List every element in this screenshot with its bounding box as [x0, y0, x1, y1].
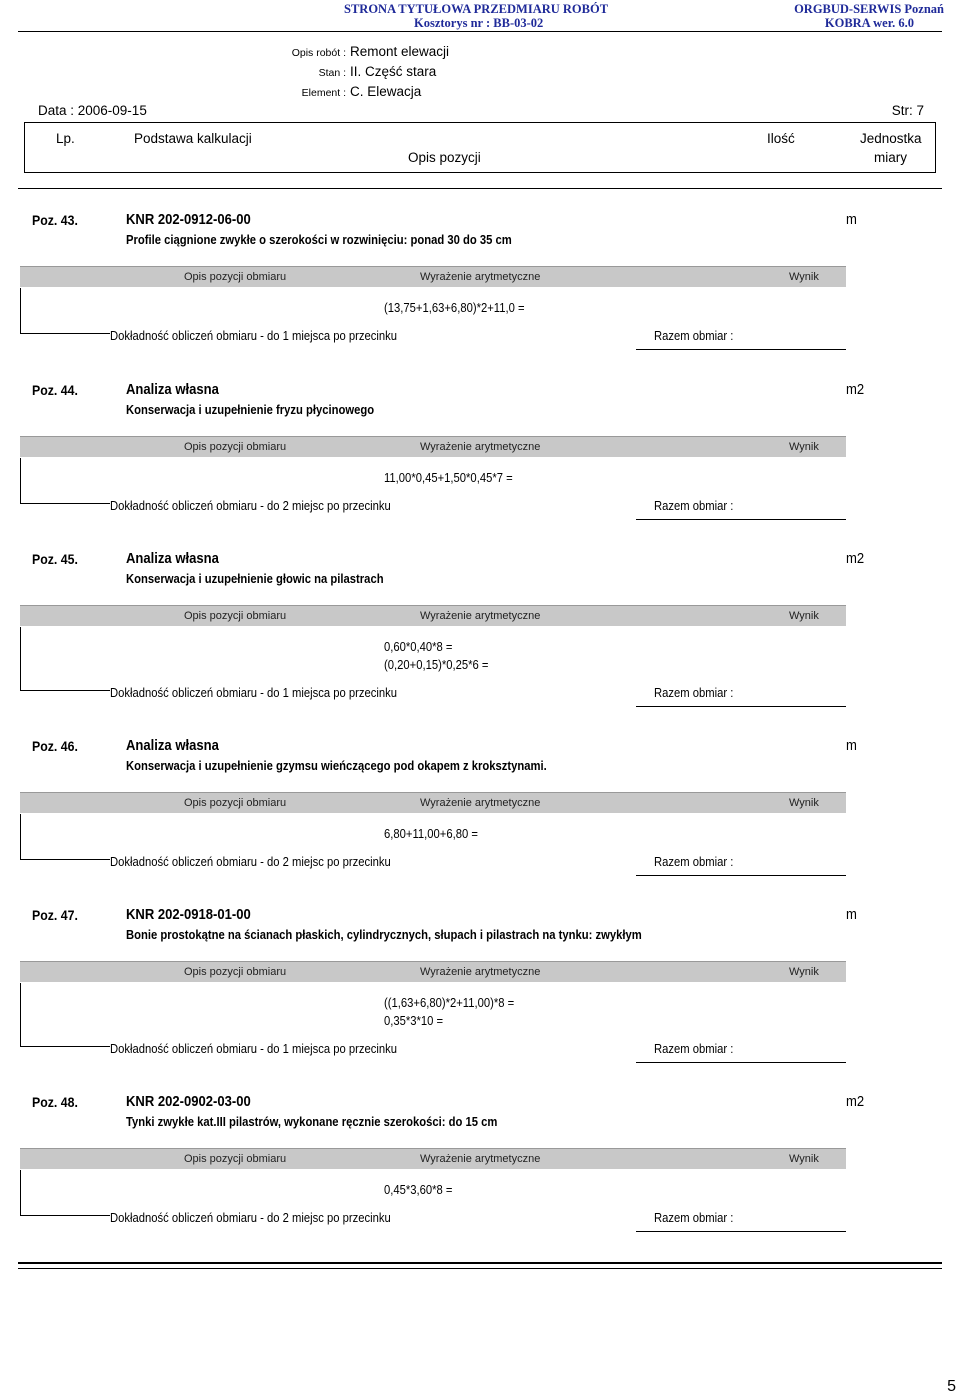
measure-bracket	[20, 1170, 21, 1215]
measure-header-bar	[20, 605, 846, 626]
position-code: Analiza własna	[126, 551, 219, 567]
opis-robot-label: Opis robót :	[291, 47, 346, 59]
razem-label: Razem obmiar :	[654, 686, 734, 700]
razem-label: Razem obmiar :	[654, 1211, 734, 1225]
position-unit: m2	[846, 551, 865, 567]
position-code: KNR 202-0912-06-00	[126, 212, 251, 228]
page-label: Str: 7	[891, 103, 924, 118]
element-label: Element :	[301, 87, 346, 99]
column-ilosc: Ilość	[767, 131, 795, 146]
measure-expression: 0,60*0,40*8 =	[384, 640, 453, 654]
razem-underline	[636, 349, 846, 350]
razem-underline	[636, 1231, 846, 1232]
precision-note: Dokładność obliczeń obmiaru - do 1 miejsca po przecinku	[110, 686, 398, 700]
measure-header-opis: Opis pozycji obmiaru	[184, 1153, 287, 1165]
measure-bracket-foot	[20, 1215, 110, 1216]
measure-header-opis: Opis pozycji obmiaru	[184, 271, 287, 283]
measure-header-wynik: Wynik	[789, 966, 819, 978]
measure-header-wyrazenie: Wyrażenie arytmetyczne	[420, 271, 541, 283]
stan-value: II. Część stara	[350, 64, 437, 79]
position-number: Poz. 47.	[32, 907, 78, 923]
measure-header-wynik: Wynik	[789, 271, 819, 283]
column-header-box	[24, 122, 936, 173]
measure-header-bar	[20, 1148, 846, 1169]
position-description: Konserwacja i uzupełnienie gzymsu wieńczącego pod okapem z kroksztynami.	[126, 759, 547, 773]
report-title: STRONA TYTUŁOWA PRZEDMIARU ROBÓT	[344, 2, 609, 16]
position-number: Poz. 45.	[32, 551, 78, 567]
column-podstawa: Podstawa kalkulacji	[134, 131, 252, 146]
measure-header-wyrazenie: Wyrażenie arytmetyczne	[420, 797, 541, 809]
position-description: Konserwacja i uzupełnienie fryzu płycinowego	[126, 403, 375, 417]
measure-expression: (0,20+0,15)*0,25*6 =	[384, 658, 489, 672]
measure-header-wynik: Wynik	[789, 797, 819, 809]
measure-bracket	[20, 458, 21, 503]
software-version: KOBRA wer. 6.0	[824, 16, 914, 30]
measure-header-bar	[20, 792, 846, 813]
measure-bracket-foot	[20, 690, 110, 691]
measure-header-wynik: Wynik	[789, 1153, 819, 1165]
measure-header-wynik: Wynik	[789, 610, 819, 622]
precision-note: Dokładność obliczeń obmiaru - do 2 miejsc po przecinku	[110, 855, 391, 869]
razem-underline	[636, 1062, 846, 1063]
measure-bracket	[20, 288, 21, 333]
position-description: Tynki zwykłe kat.III pilastrów, wykonane ręcznie szerokości: do 15 cm	[126, 1115, 498, 1129]
measure-bracket-foot	[20, 333, 110, 334]
position-number: Poz. 48.	[32, 1094, 78, 1110]
measure-bracket-foot	[20, 859, 110, 860]
measure-bracket	[20, 983, 21, 1046]
estimate-number: Kosztorys nr : BB-03-02	[414, 16, 544, 30]
precision-note: Dokładność obliczeń obmiaru - do 1 miejsca po przecinku	[110, 329, 398, 343]
measure-expression: 11,00*0,45+1,50*0,45*7 =	[384, 471, 513, 485]
position-code: Analiza własna	[126, 382, 219, 398]
column-jednostka: Jednostka	[860, 131, 922, 146]
stan-label: Stan :	[318, 67, 346, 79]
page-number: 5	[947, 1378, 956, 1395]
measure-header-wyrazenie: Wyrażenie arytmetyczne	[420, 441, 541, 453]
footer-rule-bottom	[18, 1268, 942, 1269]
measure-expression: 0,35*3*10 =	[384, 1014, 444, 1028]
position-number: Poz. 46.	[32, 738, 78, 754]
company-name: ORGBUD-SERWIS Poznań	[794, 2, 944, 16]
razem-label: Razem obmiar :	[654, 855, 734, 869]
position-description: Bonie prostokątne na ścianach płaskich, cylindrycznych, słupach i pilastrach na tynku: zwykłym	[126, 928, 642, 942]
measure-expression: 0,45*3,60*8 =	[384, 1183, 453, 1197]
column-opis: Opis pozycji	[408, 150, 481, 165]
opis-robot-value: Remont elewacji	[350, 44, 450, 59]
measure-header-wyrazenie: Wyrażenie arytmetyczne	[420, 966, 541, 978]
measure-header-wyrazenie: Wyrażenie arytmetyczne	[420, 1153, 541, 1165]
position-description: Konserwacja i uzupełnienie głowic na pilastrach	[126, 572, 384, 586]
razem-label: Razem obmiar :	[654, 499, 734, 513]
measure-header-wyrazenie: Wyrażenie arytmetyczne	[420, 610, 541, 622]
measure-header-wynik: Wynik	[789, 441, 819, 453]
document-date: Data : 2006-09-15	[38, 103, 147, 118]
razem-underline	[636, 875, 846, 876]
column-miary: miary	[874, 150, 907, 165]
measure-header-opis: Opis pozycji obmiaru	[184, 610, 287, 622]
precision-note: Dokładność obliczeń obmiaru - do 2 miejsc po przecinku	[110, 499, 391, 513]
measure-expression: ((1,63+6,80)*2+11,00)*8 =	[384, 996, 515, 1010]
header-rule	[18, 31, 942, 32]
razem-underline	[636, 519, 846, 520]
position-code: KNR 202-0918-01-00	[126, 907, 251, 923]
measure-bracket-foot	[20, 1046, 110, 1047]
measure-bracket-foot	[20, 503, 110, 504]
position-code: Analiza własna	[126, 738, 219, 754]
measure-bracket	[20, 627, 21, 690]
measure-header-opis: Opis pozycji obmiaru	[184, 441, 287, 453]
precision-note: Dokładność obliczeń obmiaru - do 1 miejsca po przecinku	[110, 1042, 398, 1056]
column-lp: Lp.	[56, 131, 75, 146]
position-unit: m	[846, 738, 857, 754]
position-unit: m	[846, 212, 857, 228]
position-description: Profile ciągnione zwykłe o szerokości w rozwinięciu: ponad 30 do 35 cm	[126, 233, 512, 247]
position-unit: m2	[846, 382, 865, 398]
measure-expression: (13,75+1,63+6,80)*2+11,0 =	[384, 301, 525, 315]
measure-header-bar	[20, 266, 846, 287]
measure-bracket	[20, 814, 21, 859]
position-number: Poz. 43.	[32, 212, 78, 228]
column-header-rule	[18, 188, 942, 189]
position-code: KNR 202-0902-03-00	[126, 1094, 251, 1110]
measure-header-opis: Opis pozycji obmiaru	[184, 797, 287, 809]
measure-header-bar	[20, 436, 846, 457]
position-number: Poz. 44.	[32, 382, 78, 398]
footer-rule-top	[18, 1262, 942, 1264]
razem-label: Razem obmiar :	[654, 329, 734, 343]
razem-label: Razem obmiar :	[654, 1042, 734, 1056]
position-unit: m	[846, 907, 857, 923]
razem-underline	[636, 706, 846, 707]
position-unit: m2	[846, 1094, 865, 1110]
measure-header-opis: Opis pozycji obmiaru	[184, 966, 287, 978]
measure-expression: 6,80+11,00+6,80 =	[384, 827, 478, 841]
element-value: C. Elewacja	[350, 84, 422, 99]
measure-header-bar	[20, 961, 846, 982]
precision-note: Dokładność obliczeń obmiaru - do 2 miejsc po przecinku	[110, 1211, 391, 1225]
